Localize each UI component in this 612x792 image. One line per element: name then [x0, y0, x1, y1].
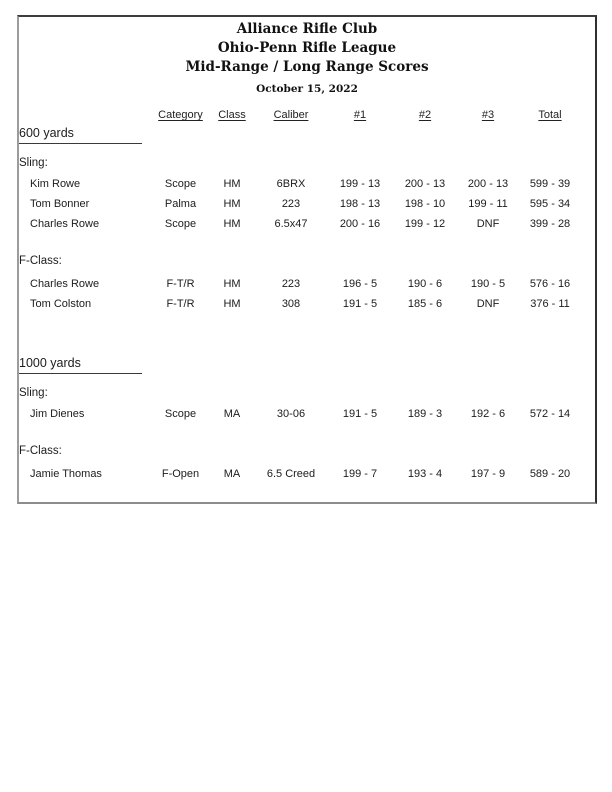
shooter-category: Palma [164, 198, 197, 210]
shooter-class: MA [223, 408, 241, 420]
group-label-fclass: F-Class: [19, 255, 62, 267]
section-label-600-yards: 600 yards [19, 124, 142, 144]
group-label-fclass: F-Class: [19, 445, 62, 457]
score-match2: 193 - 4 [407, 468, 443, 480]
shooter-category: Scope [164, 178, 197, 190]
score-match2: 185 - 6 [407, 298, 443, 310]
table-row [19, 464, 595, 484]
shooter-caliber: 6.5x47 [274, 218, 308, 230]
table-row [19, 404, 595, 424]
col-header-match2: #2 [418, 109, 432, 121]
table-row [19, 194, 595, 214]
col-header-class: Class [218, 109, 246, 121]
shooter-caliber: 223 [281, 198, 301, 210]
score-total: 399 - 28 [529, 218, 571, 230]
group-label-sling: Sling: [19, 387, 48, 399]
shooter-class: MA [223, 468, 241, 480]
group-label-sling: Sling: [19, 157, 48, 169]
shooter-category: F-T/R [166, 278, 195, 290]
shooter-caliber: 6.5 Creed [266, 468, 316, 480]
rows-1000-fclass [19, 464, 595, 484]
shooter-class: HM [223, 298, 241, 310]
score-total: 572 - 14 [529, 408, 571, 420]
shooter-category: F-Open [161, 468, 200, 480]
score-match2: 189 - 3 [407, 408, 443, 420]
club-title: Alliance Rifle Club [236, 21, 378, 37]
col-header-total: Total [538, 109, 562, 121]
col-header-match3: #3 [481, 109, 495, 121]
table-row [19, 294, 595, 314]
score-match1: 191 - 5 [342, 298, 378, 310]
score-match2: 200 - 13 [404, 178, 446, 190]
score-total: 599 - 39 [529, 178, 571, 190]
shooter-name: Tom Bonner [30, 198, 90, 210]
shooter-category: Scope [164, 408, 197, 420]
match-date: October 15, 2022 [256, 83, 358, 95]
score-match1: 198 - 13 [339, 198, 381, 210]
score-match1: 196 - 5 [342, 278, 378, 290]
col-header-category: Category [158, 109, 203, 121]
shooter-caliber: 6BRX [276, 178, 306, 190]
shooter-class: HM [223, 218, 241, 230]
score-match1: 191 - 5 [342, 408, 378, 420]
score-total: 576 - 16 [529, 278, 571, 290]
score-match2: 198 - 10 [404, 198, 446, 210]
shooter-class: HM [223, 278, 241, 290]
score-match1: 199 - 13 [339, 178, 381, 190]
score-total: 376 - 11 [530, 298, 570, 310]
table-row [19, 214, 595, 234]
shooter-name: Charles Rowe [30, 218, 100, 230]
score-match3: 200 - 13 [467, 178, 509, 190]
col-header-match1: #1 [353, 109, 367, 121]
score-match3: 192 - 6 [470, 408, 506, 420]
score-total: 595 - 34 [529, 198, 571, 210]
sheet-header [19, 17, 595, 97]
score-match3: 197 - 9 [470, 468, 506, 480]
shooter-name: Jim Dienes [30, 408, 85, 420]
shooter-caliber: 308 [281, 298, 301, 310]
score-match3: 190 - 5 [470, 278, 506, 290]
table-row [19, 274, 595, 294]
league-title: Ohio-Penn Rifle League [217, 40, 397, 56]
score-match3: 199 - 11 [468, 198, 508, 210]
shooter-name: Charles Rowe [30, 278, 100, 290]
score-match1: 200 - 16 [339, 218, 381, 230]
score-sheet [17, 15, 597, 504]
rows-600-sling [19, 174, 595, 234]
table-row [19, 174, 595, 194]
section-label-1000-yards: 1000 yards [19, 354, 142, 374]
rows-600-fclass [19, 274, 595, 314]
shooter-caliber: 30-06 [276, 408, 306, 420]
shooter-class: HM [223, 178, 241, 190]
shooter-category: F-T/R [166, 298, 195, 310]
shooter-caliber: 223 [281, 278, 301, 290]
sheet-title: Mid-Range / Long Range Scores [185, 59, 429, 75]
shooter-category: Scope [164, 218, 197, 230]
shooter-name: Tom Colston [30, 298, 92, 310]
col-header-caliber: Caliber [273, 109, 309, 121]
shooter-name: Jamie Thomas [30, 468, 102, 480]
shooter-class: HM [223, 198, 241, 210]
shooter-name: Kim Rowe [30, 178, 81, 190]
score-match3: DNF [476, 298, 500, 310]
score-total: 589 - 20 [529, 468, 571, 480]
score-match1: 199 - 7 [342, 468, 378, 480]
column-header-row [19, 108, 595, 122]
score-match2: 199 - 12 [404, 218, 446, 230]
score-match3: DNF [476, 218, 500, 230]
rows-1000-sling [19, 404, 595, 424]
score-match2: 190 - 6 [407, 278, 443, 290]
